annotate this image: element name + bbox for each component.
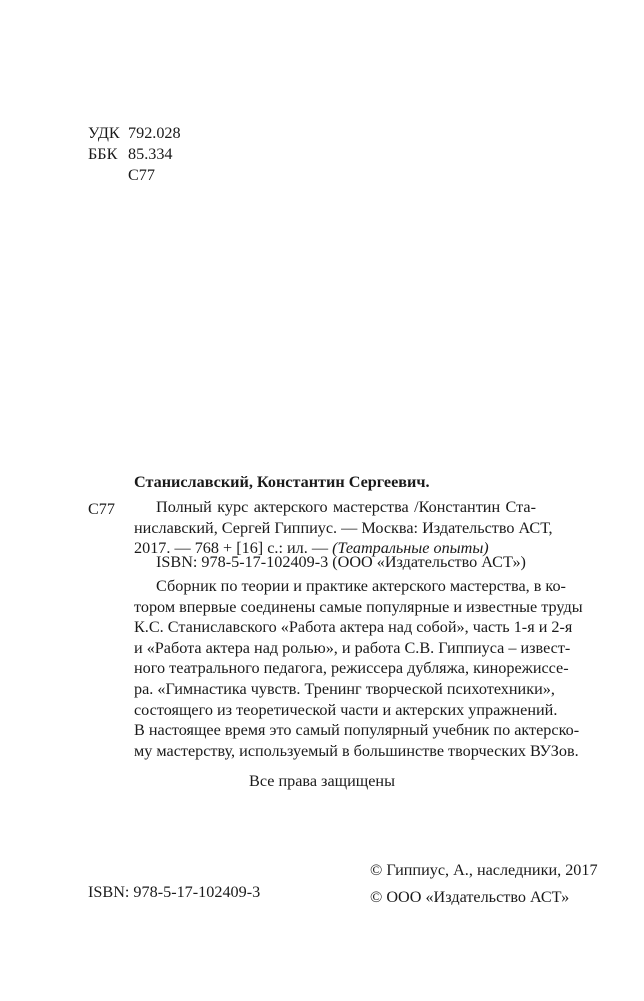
copyright-line-1: © Гиппиус, А., наследники, 2017: [370, 861, 598, 879]
rights-reserved: Все права защищены: [249, 772, 395, 790]
bibliographic-description: [134, 497, 553, 559]
abstract-line: и «Работа актера над ролью», и работа С.В. Гиппиуса – извест-: [134, 638, 571, 657]
abstract: [134, 576, 583, 761]
copyright-line-2: © ООО «Издательство АСТ»: [370, 888, 570, 906]
abstract-line: му мастерству, используемый в большинстве творческих ВУЗов.: [134, 741, 579, 760]
abstract-line: тором впервые соединены самые популярные и известные труды: [134, 597, 583, 616]
abstract-line: ного театрального педагога, режиссера дубляжа, кинорежиссе-: [134, 659, 569, 678]
udk-label: УДК: [88, 124, 120, 142]
description-line: Полный курс актерского мастерства /Константин Ста-: [156, 498, 536, 516]
abstract-line: В настоящее время это самый популярный учебник по актерско-: [134, 721, 580, 740]
bbk-value: 85.334: [128, 145, 173, 163]
footer-isbn: ISBN: 978-5-17-102409-3: [88, 883, 261, 901]
entry-isbn: ISBN: 978-5-17-102409-3 (ООО «Издательство АСТ»): [156, 553, 526, 571]
bbk-label: ББК: [88, 145, 118, 163]
copyright-block: [370, 857, 598, 911]
abstract-line: состоящего из теоретической части и актерских упражнений.: [134, 700, 558, 719]
description-line: 2017. — 768 + [16] с.: ил. —: [134, 539, 329, 558]
series-title: (Театральные опыты): [332, 539, 489, 558]
author-mark: С77: [128, 166, 155, 184]
udk-row: [88, 124, 181, 143]
entry-heading: Станиславский, Константин Сергеевич.: [134, 473, 430, 491]
udk-value: 792.028: [128, 124, 181, 142]
bbk-row: [88, 145, 173, 164]
abstract-line: Сборник по теории и практике актерского мастерства, в ко-: [156, 577, 566, 595]
description-line: ниславский, Сергей Гиппиус. — Москва: Издательство АСТ,: [134, 518, 553, 537]
abstract-line: К.С. Станиславского «Работа актера над собой», часть 1-я и 2-я: [134, 618, 573, 637]
author-mark-row: [88, 166, 155, 185]
entry-isbn-block: [134, 552, 536, 573]
entry-code: С77: [88, 500, 115, 518]
abstract-line: ра. «Гимнастика чувств. Тренинг творческой психотехники»,: [134, 679, 555, 698]
